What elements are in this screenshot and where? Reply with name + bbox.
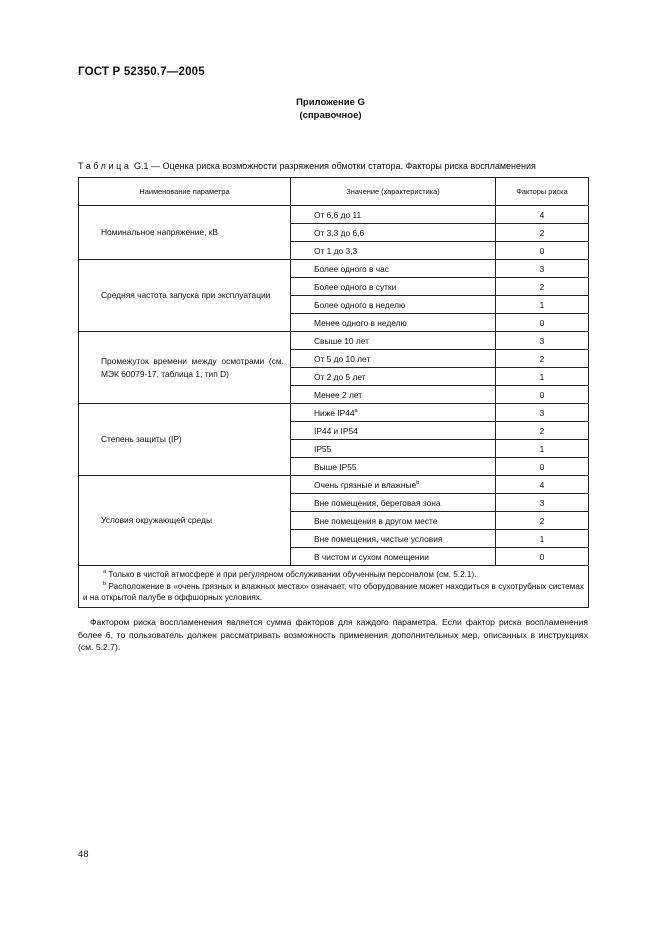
value-cell xyxy=(291,458,496,476)
value-text: Менее одного в неделю xyxy=(314,317,407,328)
factor-cell: 0 xyxy=(496,314,589,332)
table-row xyxy=(79,260,589,278)
standard-code: ГОСТ Р 52350.7—2005 xyxy=(78,66,205,78)
factor-cell: 0 xyxy=(496,548,589,566)
value-cell xyxy=(291,368,496,386)
value-text: Выше IP55 xyxy=(314,461,357,472)
table-note xyxy=(83,569,584,581)
value-text: Более одного в сутки xyxy=(314,281,397,292)
table-row xyxy=(79,404,589,422)
factor-cell: 0 xyxy=(496,386,589,404)
value-cell xyxy=(291,224,496,242)
factor-cell: 2 xyxy=(496,224,589,242)
value-cell xyxy=(291,440,496,458)
parameter-cell: Условия окружающей среды xyxy=(79,476,291,566)
body-paragraph: Фактором риска воспламенения является сумма факторов для каждого параметра. Если фактор риска воспламенения более 6, то пользователь должен рассматривать возможность применения дополнительных мер, описанных в инструкциях (см. 5.2.7). xyxy=(78,617,588,652)
value-cell xyxy=(291,314,496,332)
table-caption xyxy=(78,161,536,171)
value-text: Вне помещения в другом месте xyxy=(314,515,438,526)
value-text: От 2 до 5 лет xyxy=(314,371,366,382)
value-cell xyxy=(291,206,496,224)
factor-cell: 3 xyxy=(496,260,589,278)
table-notes xyxy=(79,566,589,608)
risk-table-body xyxy=(79,206,589,566)
parameter-cell: Номинальное напряжение, кВ xyxy=(79,206,291,260)
factor-cell: 2 xyxy=(496,512,589,530)
factor-cell: 1 xyxy=(496,296,589,314)
factor-cell: 1 xyxy=(496,530,589,548)
value-text: Менее 2 лет xyxy=(314,389,363,400)
value-cell xyxy=(291,422,496,440)
value-text: От 3,3 до 6,6 xyxy=(314,227,365,238)
column-header-value: Значение (характеристика) xyxy=(291,178,496,206)
value-cell xyxy=(291,242,496,260)
value-text: От 6,6 до 11 xyxy=(314,209,362,220)
value-cell xyxy=(291,332,496,350)
value-text: Ниже IP44 xyxy=(314,407,355,418)
parameter-cell: Промежуток времени между осмотрами (см. МЭК 60079-17, таблица 1, тип D) xyxy=(79,332,291,404)
value-text: IP55 xyxy=(314,443,332,454)
value-cell xyxy=(291,476,496,494)
column-header-parameter: Наименование параметра xyxy=(79,178,291,206)
note-mark: b xyxy=(103,580,107,587)
annex-title: Приложение G xyxy=(296,97,365,108)
table-note xyxy=(83,581,584,604)
value-text: Более одного в неделю xyxy=(314,299,406,310)
table-row xyxy=(79,332,589,350)
value-text: От 1 до 3,3 xyxy=(314,245,358,256)
value-cell xyxy=(291,350,496,368)
factor-cell: 3 xyxy=(496,332,589,350)
factor-cell: 0 xyxy=(496,242,589,260)
factor-cell: 2 xyxy=(496,422,589,440)
value-cell xyxy=(291,530,496,548)
value-text: Вне помещения, чистые условия xyxy=(314,533,443,544)
risk-table xyxy=(78,177,589,608)
value-text: Более одного в час xyxy=(314,263,389,274)
table-caption-text: — Оценка риска возможности разряжения обмотки статора. Факторы риска воспламенения xyxy=(151,161,536,171)
table-row xyxy=(79,206,589,224)
value-text: Очень грязные и влажные xyxy=(314,479,417,490)
value-text: Вне помещения, береговая зона xyxy=(314,497,441,508)
value-cell xyxy=(291,296,496,314)
value-text: IP44 и IP54 xyxy=(314,425,358,436)
factor-cell: 1 xyxy=(496,368,589,386)
value-text: От 5 до 10 лет xyxy=(314,353,371,364)
factor-cell: 4 xyxy=(496,476,589,494)
table-header-row xyxy=(79,178,589,206)
factor-cell: 1 xyxy=(496,440,589,458)
annex-heading xyxy=(0,96,661,122)
value-text: В чистом и сухом помещении xyxy=(314,551,429,562)
value-cell xyxy=(291,404,496,422)
note-text: Расположение в «очень грязных и влажных местах» означает, что оборудование может находиться в сухотрубных системах и на открытой палубе в оффшорных условиях. xyxy=(83,581,584,602)
parameter-cell: Средняя частота запуска при эксплуатации xyxy=(79,260,291,332)
value-cell xyxy=(291,494,496,512)
factor-cell: 0 xyxy=(496,458,589,476)
parameter-cell: Степень защиты (IP) xyxy=(79,404,291,476)
factor-cell: 3 xyxy=(496,404,589,422)
table-notes-row xyxy=(79,566,589,608)
footnote-marker: b xyxy=(416,479,420,486)
table-row xyxy=(79,476,589,494)
value-cell xyxy=(291,548,496,566)
page-number: 48 xyxy=(78,849,89,860)
value-cell xyxy=(291,278,496,296)
value-text: Свыше 10 лет xyxy=(314,335,369,346)
note-mark: а xyxy=(103,569,107,575)
footnote-marker: а xyxy=(354,407,358,414)
factor-cell: 2 xyxy=(496,350,589,368)
value-cell xyxy=(291,260,496,278)
column-header-factor: Факторы риска xyxy=(496,178,589,206)
value-cell xyxy=(291,386,496,404)
annex-subtitle: (справочное) xyxy=(299,110,362,121)
factor-cell: 4 xyxy=(496,206,589,224)
note-text: Только в чистой атмосфере и при регулярном обслуживании обученным персоналом (см. 5.2.1). xyxy=(108,570,477,579)
factor-cell: 2 xyxy=(496,278,589,296)
factor-cell: 3 xyxy=(496,494,589,512)
table-caption-label: Таблица xyxy=(78,161,132,171)
table-caption-number: G.1 xyxy=(134,161,149,171)
value-cell xyxy=(291,512,496,530)
